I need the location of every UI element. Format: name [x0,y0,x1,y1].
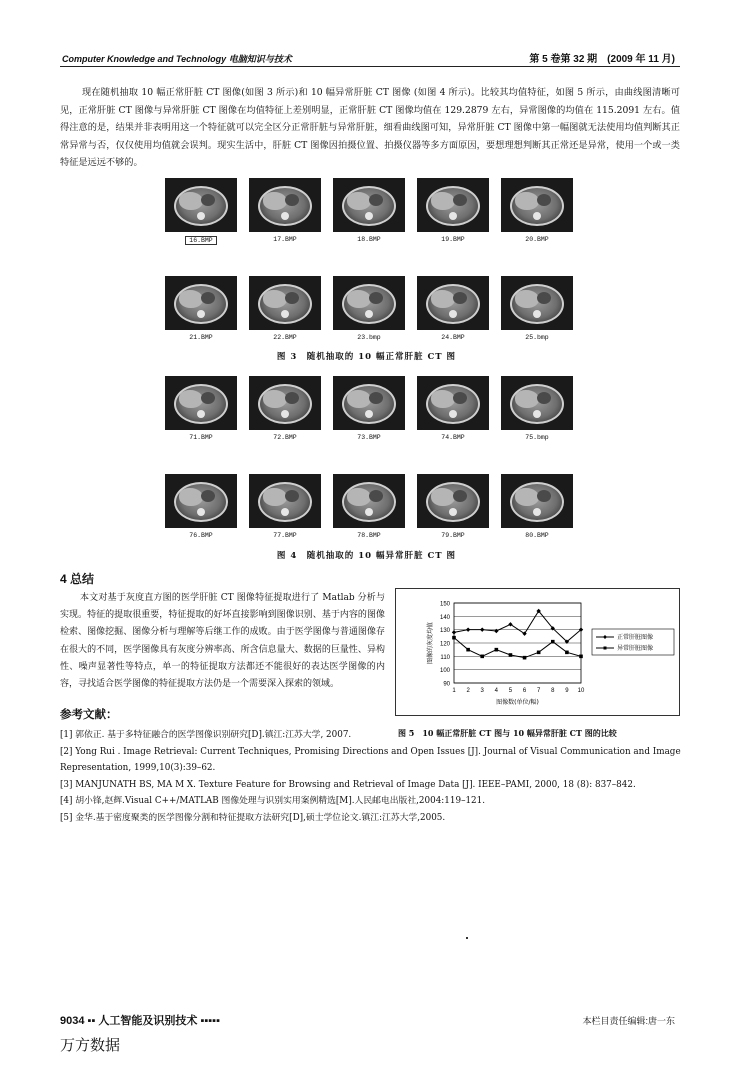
data-point [452,630,456,634]
data-point [480,655,484,659]
ct-image-cell [165,376,237,441]
watermark: 万方数据 [60,1036,121,1054]
data-point [466,648,470,652]
editor-credit: 本栏目责任编辑:唐一东 [582,1016,675,1026]
ct-scan-image [501,178,573,232]
column-name: 人工智能及识别技术 [98,1015,198,1027]
reference-item: [5] 金华.基于密度聚类的医学图像分割和特征提取方法研究[D],硕士学位论文.镇江:江苏大学,2005. [60,812,446,823]
ct-image-cell [501,376,573,441]
x-tick-label: 9 [565,688,569,694]
ct-scan-image [249,178,321,232]
ct-scan-image [501,376,573,430]
chart-frame [395,588,680,716]
section-title: 4 总结 [60,572,95,586]
y-tick-label: 90 [443,681,450,688]
ct-image-label: 25.bmp [525,334,549,341]
x-tick-label: 7 [536,688,541,694]
ct-image-cell [501,178,573,243]
data-point [494,629,498,633]
ct-image-cell [249,376,321,441]
ct-scan-image [333,376,405,430]
ct-scan-image [249,376,321,430]
ct-image-cell [165,474,237,539]
conclusion-text: 本文对基于灰度直方图的医学肝脏 CT 图像特征提取进行了 Matlab 分析与实现。特征的提取很重要，特征提取的好坏直接影响到图像识别、基于内容的图像检索、图像挖掘、图像分析与理解等后继工作的成败。由于医学图像与普通图像存在很大的不同，医学图像具有灰度分辨率高、所含信息量大、数据的巨量性、异构性、噪声显著性等特点，单一的特征提取方法都还不能很好的表达医学图像的内容，寻找适合医学图像的特征提取方法仍是一个需要深入探索的领域。 [60,593,385,690]
figure3-grid [165,178,575,348]
ct-image-label: 78.BMP [357,532,381,539]
ct-scan-image [417,376,489,430]
figure3-caption: 图 3 随机抽取的 10 幅正常肝脏 CT 图 [276,352,457,362]
x-tick-label: 4 [494,688,499,694]
x-tick-label: 2 [466,688,470,694]
y-tick-label: 140 [439,614,450,621]
data-point [523,656,527,660]
ct-image-label: 19.BMP [441,236,465,243]
ct-image-label: 21.BMP [189,334,213,341]
y-tick-label: 150 [439,601,450,608]
ct-image-label: 22.BMP [273,334,297,341]
ct-image-cell [165,276,237,341]
series-line [454,638,581,658]
line-chart [396,589,679,715]
ct-image-label: 75.bmp [525,434,549,441]
ct-image-cell [417,376,489,441]
ct-image-label: 71.BMP [189,434,213,441]
x-tick-label: 1 [452,688,456,694]
series-line [454,611,581,642]
ct-scan-image [417,276,489,330]
y-tick-label: 100 [439,668,450,675]
ct-image-label: 77.BMP [273,532,297,539]
ct-image-label: 80.BMP [525,532,549,539]
ct-scan-image [501,276,573,330]
ct-image-cell [165,178,237,245]
ct-image-label: 72.BMP [273,434,297,441]
data-point [495,648,499,652]
legend-label: 异常肝脏图像 [617,645,654,653]
ct-image-cell [249,276,321,341]
ct-image-label: 74.BMP [441,434,465,441]
header-divider [60,66,680,67]
data-point [480,627,484,631]
ct-image-cell [501,276,573,341]
ct-image-cell [333,178,405,243]
ct-scan-image [249,276,321,330]
ct-scan-image [333,276,405,330]
ct-image-cell [417,474,489,539]
reference-item: [3] MANJUNATH BS, MA M X. Texture Feature for Browsing and Retrieval of Image Data [J]. IEEE–PAMI, 2000, 18 (8): 837–842. [60,779,636,790]
ct-image-cell [417,178,489,243]
y-tick-label: 110 [440,654,450,661]
ct-scan-image [501,474,573,528]
stray-dot [466,937,468,939]
ct-scan-image [165,276,237,330]
ct-image-cell [333,276,405,341]
ct-image-label: 17.BMP [273,236,297,243]
ct-image-label: 18.BMP [357,236,381,243]
ct-scan-image [249,474,321,528]
ct-image-cell [333,376,405,441]
references-title: 参考文献： [60,709,118,721]
ct-image-cell [249,178,321,243]
ct-image-label: 20.BMP [525,236,549,243]
ct-image-label: 76.BMP [189,532,213,539]
ct-scan-image [333,178,405,232]
ct-image-cell [249,474,321,539]
ct-scan-image [165,178,237,232]
ct-image-cell [501,474,573,539]
reference-item: [1] 郭依正. 基于多特征融合的医学图像识别研究[D].镇江:江苏大学, 2007. [60,730,352,740]
issue-info: 第 5 卷第 32 期 (2009 年 11 月) [529,54,675,65]
data-point [509,653,513,657]
ct-scan-image [333,474,405,528]
ct-image-label: 24.BMP [441,334,465,341]
page-number: 9034 [60,1015,85,1027]
chart-caption: 图 5 10 幅正常肝脏 CT 图与 10 幅异常肝脏 CT 图的比较 [398,728,617,738]
y-axis-label: 图像的灰度均值 [427,621,434,665]
footer-dots: ▪▪▪▪▪ [200,1015,220,1027]
page-footer [60,1012,220,1028]
x-tick-label: 8 [551,688,555,694]
x-tick-label: 5 [508,688,513,694]
data-point [452,636,456,640]
legend-marker [604,647,607,650]
journal-name-cn: 电脑知识与技术 [228,54,292,64]
footer-dots: ▪▪ [87,1015,96,1027]
x-tick-label: 10 [577,688,585,694]
reference-list [60,727,685,826]
ct-image-label: 73.BMP [357,434,381,441]
journal-header [62,52,292,65]
y-tick-label: 130 [439,628,450,635]
ct-image-cell [333,474,405,539]
figure4-caption: 图 4 随机抽取的 10 幅异常肝脏 CT 图 [276,551,457,561]
legend-label: 正常肝脏图像 [617,634,654,642]
y-tick-label: 120 [439,641,450,648]
data-point [466,627,470,631]
ct-image-label: 23.bmp [357,334,381,341]
body-paragraph: 现在随机抽取 10 幅正常肝脏 CT 图像(如图 3 所示)和 10 幅异常肝脏 CT 图像 (如图 4 所示)。比较其均值特征，如图 5 所示，由曲线图清晰可见，正常肝脏 CT 图像与异常肝脏 CT 图像在均值特征上差别明显，正常肝脏 CT 图像均值在 129.2879 左右，异常图像的均值在 115.2091 左右。值得注意的是，结果并非表明用这一个特征就可以完全区分正常肝脏与异常肝脏，细看曲线图可知，异常肝脏 CT 图像中第一幅图就无法使用均值判断其正常异常与否，仅仅使用均值就会误判。现实生活中，肝脏 CT 图像因拍摄位置、拍摄仪器等多方面原因，要想理想判断其正常还是异常，使用一个或一类特征是远远不够的。 [60,87,680,168]
ct-scan-image [165,474,237,528]
ct-scan-image [165,376,237,430]
data-point [565,651,569,655]
reference-item: [2] Yong Rui . Image Retrieval: Current Techniques, Promising Directions and Open Issues [J]. Journal of Visual Communication and Image Representation, 1999,10(3):39–62. [60,746,681,773]
ct-scan-image [417,474,489,528]
data-point [551,640,555,644]
figure4-grid [165,376,575,546]
ct-image-cell [417,276,489,341]
x-axis-label: 图像数(单位/幅) [496,699,539,706]
data-point [537,651,541,655]
ct-image-label: 79.BMP [441,532,465,539]
x-tick-label: 6 [522,688,527,694]
journal-name-en: Computer Knowledge and Technology [62,54,227,64]
reference-item: [4] 胡小锋,赵辉.Visual C++/MATLAB 图像处理与识别实用案例精选[M].人民邮电出版社,2004:119–121. [60,796,486,806]
data-point [579,655,583,659]
ct-scan-image [417,178,489,232]
ct-image-label: 16.BMP [165,236,237,245]
x-tick-label: 3 [480,688,484,694]
